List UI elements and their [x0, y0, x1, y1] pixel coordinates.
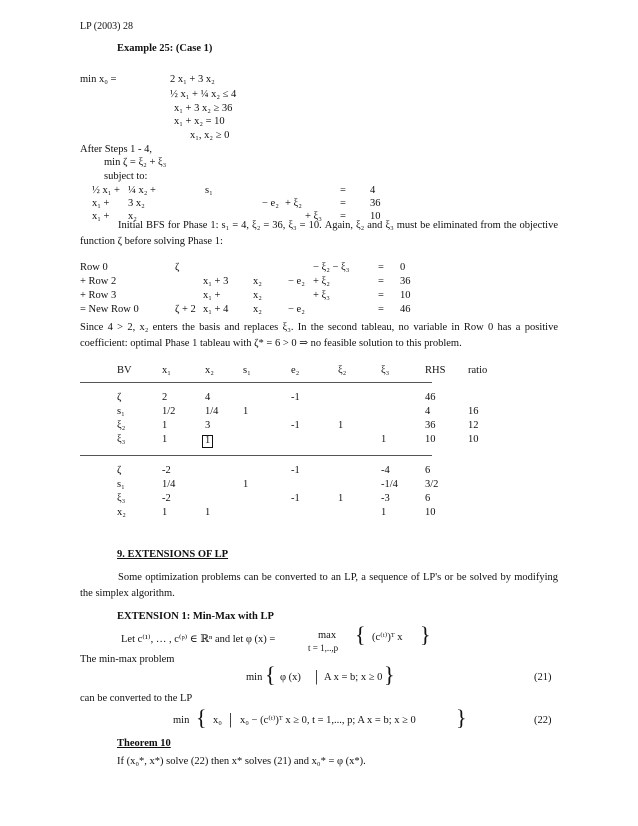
row-op-label: + Row 3 — [80, 290, 117, 301]
tableau-cell: 1 — [162, 420, 168, 431]
phase1-cell: + ξ₃ — [305, 211, 322, 222]
tableau-cell: 1 — [338, 493, 344, 504]
tableau-header: ξ₃ — [381, 365, 390, 376]
eq22-bar: | — [229, 711, 233, 728]
tableau-cell: 3/2 — [425, 479, 439, 490]
row-op-x2: x₂ — [253, 276, 262, 287]
constraint-2: x₁ + 3 x₂ ≥ 36 — [174, 103, 233, 114]
constraint-1: ½ x₁ + ¼ x₂ ≤ 4 — [170, 89, 237, 100]
row-op-rhs: 10 — [400, 290, 411, 301]
tableau-cell: 1 — [243, 479, 249, 490]
tableau-cell: -1 — [291, 493, 300, 504]
row-op-eq: = — [378, 304, 384, 315]
tableau-cell: -4 — [381, 465, 390, 476]
row-op-eq: = — [378, 262, 384, 273]
tableau-cell: 16 — [468, 406, 479, 417]
section-title: 9. EXTENSIONS OF LP — [117, 549, 229, 560]
tableau-cell: 1 — [338, 420, 344, 431]
phase1-cell: = — [340, 198, 346, 209]
phase1-cell: + ξ₂ — [285, 198, 302, 209]
row-op-rhs: 0 — [400, 262, 406, 273]
tableau-cell: ζ — [117, 392, 122, 403]
tableau-cell: s₁ — [117, 479, 125, 490]
row-op-zeta: ζ — [175, 262, 180, 273]
row-op-e2: − e₂ — [288, 304, 305, 315]
tableau-cell: 1/4 — [205, 406, 219, 417]
tableau-cell: 1/2 — [162, 406, 176, 417]
running-header: LP (2003) 28 — [80, 21, 133, 32]
tableau-cell: 1 — [381, 434, 387, 445]
tableau-cell: 6 — [425, 493, 431, 504]
row-op-rhs: 36 — [400, 276, 411, 287]
tableau-divider-top — [80, 382, 432, 383]
constraint-3: x₁ + x₂ = 10 — [174, 116, 225, 127]
row-op-xi: − ξ₂ − ξ₃ — [313, 262, 350, 273]
tableau-cell: 1/4 — [162, 479, 176, 490]
phase1-cell: x₁ + — [92, 198, 110, 209]
phase1-cell: 4 — [370, 185, 376, 196]
row-op-e2: − e₂ — [288, 276, 305, 287]
phase1-objective: min ζ = ξ₂ + ξ₃ — [104, 157, 167, 168]
phase1-cell: = — [340, 185, 346, 196]
theorem-text: If (x₀*, x*) solve (22) then x* solves (21) and x₀* = φ (x*). — [117, 756, 366, 767]
tableau-header: x₂ — [205, 365, 214, 376]
phase1-cell: = — [340, 211, 346, 222]
phase1-intro: After Steps 1 - 4, — [80, 144, 153, 155]
eq22-min: min — [173, 715, 190, 726]
tableau-cell: 4 — [425, 406, 431, 417]
convert-text: can be converted to the LP — [80, 693, 193, 704]
tableau-cell: 10 — [425, 434, 436, 445]
tableau-cell: 4 — [205, 392, 211, 403]
objective-label: min x₀ = — [80, 74, 117, 85]
tableau-cell: 1 — [205, 507, 211, 518]
objective-expr: 2 x₁ + 3 x₂ — [170, 74, 215, 85]
phase1-cell: s₁ — [205, 185, 213, 196]
phase1-cell: ½ x₁ + — [92, 185, 120, 196]
row-op-xi: + ξ₃ — [313, 290, 330, 301]
row-op-eq: = — [378, 276, 384, 287]
right-brace: } — [420, 622, 431, 647]
tableau-cell: 36 — [425, 420, 436, 431]
tableau-header: x₁ — [162, 365, 171, 376]
phase1-cell: 36 — [370, 198, 381, 209]
row-op-x2: x₂ — [253, 304, 262, 315]
tableau-cell: 6 — [425, 465, 431, 476]
phase1-cell: ¼ x₂ + — [128, 185, 156, 196]
tableau-cell: -2 — [162, 493, 171, 504]
row-op-x2: x₂ — [253, 290, 262, 301]
row-op-zeta: ζ + 2 — [175, 304, 196, 315]
tableau-cell: 10 — [468, 434, 479, 445]
row-op-label: = New Row 0 — [80, 304, 139, 315]
row-op-rhs: 46 — [400, 304, 411, 315]
phase1-cell: x₂ — [128, 211, 137, 222]
nonneg-constraint: x₁, x₂ ≥ 0 — [190, 130, 230, 141]
row-op-eq: = — [378, 290, 384, 301]
eq22-left-brace: { — [196, 705, 207, 730]
row-op-x1: x₁ + 3 — [203, 276, 229, 287]
pivot-element: 1 — [202, 435, 213, 448]
row-op-label: + Row 2 — [80, 276, 117, 287]
tableau-cell: 3 — [205, 420, 211, 431]
tableau-cell: -2 — [162, 465, 171, 476]
eq21-phi: φ (x) — [280, 672, 301, 683]
phi-let: Let c⁽¹⁾, … , c⁽ᵖ⁾ ∈ ℝⁿ and let φ (x) = — [121, 634, 276, 645]
tableau-cell: 1 — [243, 406, 249, 417]
tableau-cell: 10 — [425, 507, 436, 518]
tableau-cell: -1 — [291, 420, 300, 431]
eq22-condition: x₀ − (c⁽ᵗ⁾)ᵀ x ≥ 0, t = 1,..., p; A x = b; x ≥ 0 — [240, 715, 416, 726]
tableau-cell: s₁ — [117, 406, 125, 417]
phase1-cell: − e₂ — [262, 198, 279, 209]
subject-to: subject to: — [104, 171, 148, 182]
theorem-title: Theorem 10 — [117, 738, 171, 749]
phi-inner: (c⁽ᵗ⁾)ᵀ x — [372, 632, 403, 643]
tableau-cell: 1 — [162, 507, 168, 518]
tableau-cell: x₂ — [117, 507, 126, 518]
eq21-condition: A x = b; x ≥ 0 — [324, 672, 383, 683]
tableau-cell: 46 — [425, 392, 436, 403]
tableau-divider-mid — [80, 455, 432, 456]
tableau-header: ξ₂ — [338, 365, 347, 376]
row-op-x1: x₁ + — [203, 290, 221, 301]
eq22-number: (22) — [534, 715, 552, 726]
row-op-label: Row 0 — [80, 262, 108, 273]
tableau-cell: ξ₃ — [117, 493, 126, 504]
row-op-xi: + ξ₂ — [313, 276, 330, 287]
eq22-right-brace: } — [456, 705, 467, 730]
left-brace: { — [355, 622, 366, 647]
section-paragraph: Some optimization problems can be converted to an LP, a sequence of LP's or be solved by modifying the simplex algorithm. — [80, 572, 558, 599]
minmax-text: The min-max problem — [80, 654, 175, 665]
tableau-cell: 1 — [162, 434, 168, 445]
tableau-header: s₁ — [243, 365, 251, 376]
phase1-cell: 3 x₂ — [128, 198, 145, 209]
tableau-header: ratio — [468, 365, 488, 376]
phase1-cell: x₁ + — [92, 211, 110, 222]
tableau-cell: -1 — [291, 392, 300, 403]
eq21-left-brace: { — [265, 662, 276, 687]
tableau-cell: ξ₃ — [117, 434, 126, 445]
eq21-bar: | — [315, 668, 319, 685]
extension-title: EXTENSION 1: Min-Max with LP — [117, 611, 274, 622]
example-title: Example 25: (Case 1) — [117, 43, 213, 54]
eq21-right-brace: } — [384, 662, 395, 687]
max-subscript: t = 1,..,p — [308, 643, 339, 653]
tableau-header: RHS — [425, 365, 446, 376]
since-paragraph: Since 4 > 2, x₂ enters the basis and replaces ξ₃. In the second tableau, no variable in Row 0 has a positive coefficient: optimal Phase 1 tableau with ζ* = 6 > 0 ⇒ no feasible solution to this problem. — [80, 322, 558, 349]
phase1-cell: 10 — [370, 211, 381, 222]
eq22-x0: x₀ — [213, 715, 222, 726]
tableau-cell: -1/4 — [381, 479, 398, 490]
tableau-cell: 12 — [468, 420, 479, 431]
tableau-cell: 2 — [162, 392, 168, 403]
tableau-cell: ξ₂ — [117, 420, 126, 431]
tableau-cell: ζ — [117, 465, 122, 476]
eq21-number: (21) — [534, 672, 552, 683]
tableau-cell: -1 — [291, 465, 300, 476]
max-operator: max — [318, 630, 337, 641]
row-op-x1: x₁ + 4 — [203, 304, 229, 315]
bfs-paragraph: Initial BFS for Phase 1: s₁ = 4, ξ₂ = 36, ξ₃ = 10. Again, ξ₂ and ξ₃ must be eliminated from the objective function ζ before solving Phase 1: — [80, 220, 558, 247]
tableau-header: e₂ — [291, 365, 300, 376]
tableau-header: BV — [117, 365, 132, 376]
eq21-min: min — [246, 672, 263, 683]
tableau-cell: 1 — [381, 507, 387, 518]
tableau-cell: -3 — [381, 493, 390, 504]
